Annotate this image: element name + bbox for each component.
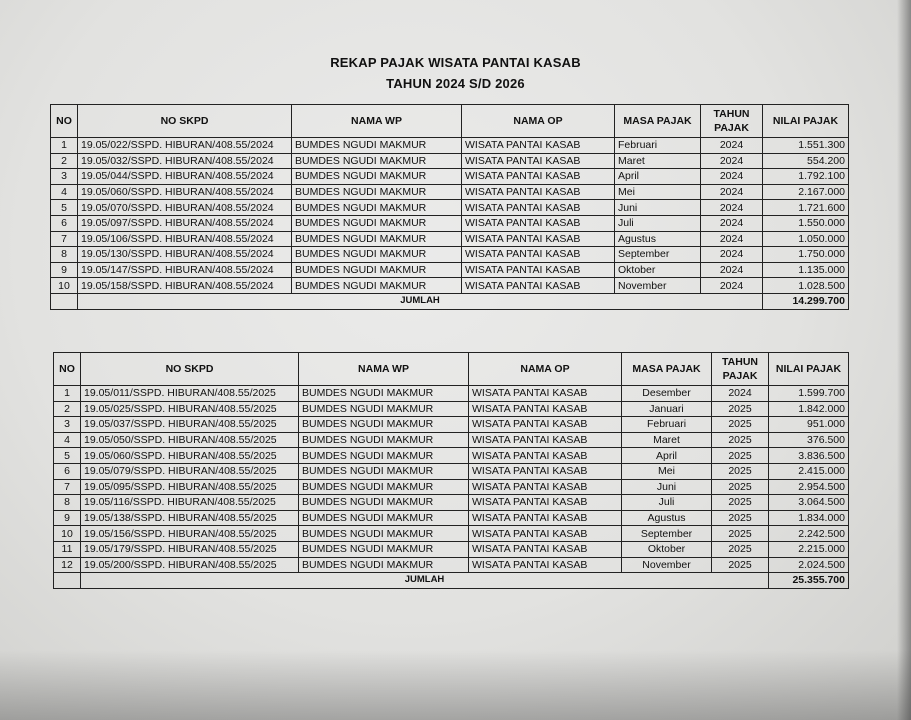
cell-tahun-pajak: 2025 — [712, 401, 769, 417]
cell-masa-pajak: Desember — [622, 386, 712, 402]
cell-no-skpd: 19.05/147/SSPD. HIBURAN/408.55/2024 — [78, 262, 292, 278]
cell-no: 8 — [51, 247, 78, 263]
cell-no: 11 — [54, 541, 81, 557]
cell-nama-op: WISATA PANTAI KASAB — [462, 200, 615, 216]
cell-tahun-pajak: 2024 — [701, 200, 763, 216]
cell-tahun-pajak: 2024 — [701, 184, 763, 200]
cell-no: 2 — [54, 401, 81, 417]
header-no: NO — [54, 353, 81, 386]
cell-no: 3 — [51, 169, 78, 185]
cell-masa-pajak: Juni — [622, 479, 712, 495]
cell-nama-wp: BUMDES NGUDI MAKMUR — [292, 200, 462, 216]
cell-masa-pajak: Mei — [615, 184, 701, 200]
cell-no: 8 — [54, 495, 81, 511]
total-row — [54, 573, 849, 589]
cell-no-skpd: 19.05/050/SSPD. HIBURAN/408.55/2025 — [81, 432, 299, 448]
cell-nilai-pajak: 3.836.500 — [769, 448, 849, 464]
header-tahun-line2: PAJAK — [722, 370, 758, 382]
cell-masa-pajak: Mei — [622, 463, 712, 479]
cell-tahun-pajak: 2025 — [712, 479, 769, 495]
cell-nilai-pajak: 1.599.700 — [769, 386, 849, 402]
cell-nama-wp: BUMDES NGUDI MAKMUR — [299, 557, 469, 573]
header-nama-op: NAMA OP — [462, 105, 615, 138]
cell-nama-wp: BUMDES NGUDI MAKMUR — [299, 448, 469, 464]
cell-masa-pajak: November — [622, 557, 712, 573]
cell-nilai-pajak: 1.842.000 — [769, 401, 849, 417]
total-label: JUMLAH — [81, 573, 769, 589]
table-row — [54, 463, 849, 479]
cell-no-skpd: 19.05/130/SSPD. HIBURAN/408.55/2024 — [78, 247, 292, 263]
cell-tahun-pajak: 2024 — [701, 262, 763, 278]
cell-nama-wp: BUMDES NGUDI MAKMUR — [299, 401, 469, 417]
cell-tahun-pajak: 2025 — [712, 463, 769, 479]
header-masa-pajak: MASA PAJAK — [615, 105, 701, 138]
total-label: JUMLAH — [78, 293, 763, 309]
cell-no: 2 — [51, 153, 78, 169]
cell-nama-wp: BUMDES NGUDI MAKMUR — [292, 184, 462, 200]
cell-nilai-pajak: 1.551.300 — [763, 138, 849, 154]
cell-nama-op: WISATA PANTAI KASAB — [469, 541, 622, 557]
header-nilai-pajak: NILAI PAJAK — [769, 353, 849, 386]
table-row — [51, 169, 849, 185]
cell-nama-op: WISATA PANTAI KASAB — [462, 153, 615, 169]
table-row — [51, 231, 849, 247]
cell-nama-op: WISATA PANTAI KASAB — [462, 184, 615, 200]
cell-nama-op: WISATA PANTAI KASAB — [462, 247, 615, 263]
cell-no: 1 — [51, 138, 78, 154]
cell-masa-pajak: Oktober — [615, 262, 701, 278]
header-tahun-pajak — [712, 353, 769, 386]
cell-no: 5 — [54, 448, 81, 464]
cell-no-skpd: 19.05/070/SSPD. HIBURAN/408.55/2024 — [78, 200, 292, 216]
cell-nama-op: WISATA PANTAI KASAB — [469, 526, 622, 542]
cell-no: 6 — [54, 463, 81, 479]
cell-tahun-pajak: 2025 — [712, 541, 769, 557]
table-row — [51, 278, 849, 294]
cell-no: 6 — [51, 215, 78, 231]
table-row — [54, 557, 849, 573]
cell-nilai-pajak: 2.024.500 — [769, 557, 849, 573]
table-row — [51, 200, 849, 216]
cell-masa-pajak: Februari — [615, 138, 701, 154]
cell-masa-pajak: Oktober — [622, 541, 712, 557]
total-value: 14.299.700 — [763, 293, 849, 309]
cell-tahun-pajak: 2024 — [701, 138, 763, 154]
cell-no: 4 — [54, 432, 81, 448]
cell-no-skpd: 19.05/079/SSPD. HIBURAN/408.55/2025 — [81, 463, 299, 479]
table-row — [54, 510, 849, 526]
cell-no-skpd: 19.05/156/SSPD. HIBURAN/408.55/2025 — [81, 526, 299, 542]
total-value: 25.355.700 — [769, 573, 849, 589]
cell-no-skpd: 19.05/011/SSPD. HIBURAN/408.55/2025 — [81, 386, 299, 402]
cell-nama-wp: BUMDES NGUDI MAKMUR — [292, 231, 462, 247]
cell-nama-wp: BUMDES NGUDI MAKMUR — [292, 138, 462, 154]
cell-nama-op: WISATA PANTAI KASAB — [462, 169, 615, 185]
cell-nilai-pajak: 376.500 — [769, 432, 849, 448]
cell-no: 12 — [54, 557, 81, 573]
table-body — [51, 138, 849, 294]
header-nilai-pajak: NILAI PAJAK — [763, 105, 849, 138]
cell-masa-pajak: Juni — [615, 200, 701, 216]
cell-nama-op: WISATA PANTAI KASAB — [462, 215, 615, 231]
cell-masa-pajak: Maret — [615, 153, 701, 169]
cell-nama-wp: BUMDES NGUDI MAKMUR — [299, 479, 469, 495]
cell-no-skpd: 19.05/060/SSPD. HIBURAN/408.55/2024 — [78, 184, 292, 200]
cell-no: 5 — [51, 200, 78, 216]
cell-nama-wp: BUMDES NGUDI MAKMUR — [292, 215, 462, 231]
cell-masa-pajak: Juli — [615, 215, 701, 231]
header-tahun-line1: TAHUN — [713, 108, 750, 120]
cell-nama-op: WISATA PANTAI KASAB — [469, 448, 622, 464]
cell-no-skpd: 19.05/037/SSPD. HIBURAN/408.55/2025 — [81, 417, 299, 433]
cell-no: 7 — [51, 231, 78, 247]
cell-nilai-pajak: 3.064.500 — [769, 495, 849, 511]
cell-tahun-pajak: 2025 — [712, 417, 769, 433]
cell-tahun-pajak: 2024 — [701, 169, 763, 185]
cell-nama-op: WISATA PANTAI KASAB — [469, 432, 622, 448]
table-header-row — [51, 105, 849, 138]
cell-no: 3 — [54, 417, 81, 433]
cell-tahun-pajak: 2024 — [701, 231, 763, 247]
cell-nilai-pajak: 2.954.500 — [769, 479, 849, 495]
table-row — [54, 479, 849, 495]
cell-tahun-pajak: 2025 — [712, 510, 769, 526]
cell-tahun-pajak: 2025 — [712, 448, 769, 464]
table-row — [54, 386, 849, 402]
cell-no-skpd: 19.05/095/SSPD. HIBURAN/408.55/2025 — [81, 479, 299, 495]
cell-tahun-pajak: 2025 — [712, 495, 769, 511]
cell-nama-wp: BUMDES NGUDI MAKMUR — [292, 262, 462, 278]
cell-tahun-pajak: 2024 — [701, 215, 763, 231]
document-title: REKAP PAJAK WISATA PANTAI KASAB — [330, 55, 581, 70]
cell-no-skpd: 19.05/022/SSPD. HIBURAN/408.55/2024 — [78, 138, 292, 154]
cell-masa-pajak: Juli — [622, 495, 712, 511]
cell-nama-wp: BUMDES NGUDI MAKMUR — [299, 432, 469, 448]
cell-nama-wp: BUMDES NGUDI MAKMUR — [299, 463, 469, 479]
table-row — [54, 417, 849, 433]
document-subtitle: TAHUN 2024 S/D 2026 — [386, 76, 525, 91]
cell-nilai-pajak: 1.792.100 — [763, 169, 849, 185]
cell-nama-wp: BUMDES NGUDI MAKMUR — [299, 495, 469, 511]
header-tahun-line1: TAHUN — [722, 356, 758, 368]
table-header-row — [54, 353, 849, 386]
table-row — [51, 153, 849, 169]
total-blank — [51, 293, 78, 309]
cell-masa-pajak: April — [622, 448, 712, 464]
cell-no-skpd: 19.05/179/SSPD. HIBURAN/408.55/2025 — [81, 541, 299, 557]
cell-tahun-pajak: 2024 — [701, 278, 763, 294]
tax-table-2025 — [53, 352, 849, 589]
cell-nama-op: WISATA PANTAI KASAB — [469, 557, 622, 573]
cell-nama-wp: BUMDES NGUDI MAKMUR — [299, 510, 469, 526]
table-row — [54, 541, 849, 557]
cell-nama-op: WISATA PANTAI KASAB — [469, 417, 622, 433]
cell-no: 4 — [51, 184, 78, 200]
cell-nilai-pajak: 951.000 — [769, 417, 849, 433]
table-row — [51, 215, 849, 231]
header-no: NO — [51, 105, 78, 138]
header-masa-pajak: MASA PAJAK — [622, 353, 712, 386]
cell-nama-op: WISATA PANTAI KASAB — [469, 510, 622, 526]
cell-no-skpd: 19.05/025/SSPD. HIBURAN/408.55/2025 — [81, 401, 299, 417]
cell-no: 10 — [54, 526, 81, 542]
cell-nama-op: WISATA PANTAI KASAB — [469, 386, 622, 402]
cell-tahun-pajak: 2024 — [701, 247, 763, 263]
cell-nama-wp: BUMDES NGUDI MAKMUR — [299, 417, 469, 433]
page-edge-shadow-right — [897, 0, 911, 720]
cell-no: 9 — [54, 510, 81, 526]
cell-nilai-pajak: 1.028.500 — [763, 278, 849, 294]
cell-no: 10 — [51, 278, 78, 294]
cell-nama-op: WISATA PANTAI KASAB — [462, 278, 615, 294]
cell-nilai-pajak: 554.200 — [763, 153, 849, 169]
cell-tahun-pajak: 2025 — [712, 526, 769, 542]
cell-nama-op: WISATA PANTAI KASAB — [469, 495, 622, 511]
cell-masa-pajak: Januari — [622, 401, 712, 417]
tax-table-2024 — [50, 104, 849, 310]
cell-nama-op: WISATA PANTAI KASAB — [462, 138, 615, 154]
cell-no-skpd: 19.05/044/SSPD. HIBURAN/408.55/2024 — [78, 169, 292, 185]
cell-nilai-pajak: 1.135.000 — [763, 262, 849, 278]
cell-no: 9 — [51, 262, 78, 278]
cell-no: 7 — [54, 479, 81, 495]
cell-nilai-pajak: 1.750.000 — [763, 247, 849, 263]
cell-nilai-pajak: 1.834.000 — [769, 510, 849, 526]
cell-nilai-pajak: 1.050.000 — [763, 231, 849, 247]
header-no-skpd: NO SKPD — [78, 105, 292, 138]
table-row — [54, 448, 849, 464]
table-row — [54, 401, 849, 417]
header-nama-wp: NAMA WP — [292, 105, 462, 138]
cell-tahun-pajak: 2025 — [712, 557, 769, 573]
cell-nilai-pajak: 2.167.000 — [763, 184, 849, 200]
cell-masa-pajak: November — [615, 278, 701, 294]
cell-no-skpd: 19.05/158/SSPD. HIBURAN/408.55/2024 — [78, 278, 292, 294]
cell-masa-pajak: September — [615, 247, 701, 263]
cell-masa-pajak: September — [622, 526, 712, 542]
header-nama-op: NAMA OP — [469, 353, 622, 386]
page-edge-shadow-bottom — [0, 650, 911, 720]
cell-tahun-pajak: 2025 — [712, 432, 769, 448]
total-row — [51, 293, 849, 309]
table-row — [54, 432, 849, 448]
table-row — [54, 526, 849, 542]
cell-nama-op: WISATA PANTAI KASAB — [462, 231, 615, 247]
total-blank — [54, 573, 81, 589]
table-row — [51, 262, 849, 278]
cell-tahun-pajak: 2024 — [712, 386, 769, 402]
header-no-skpd: NO SKPD — [81, 353, 299, 386]
cell-no-skpd: 19.05/138/SSPD. HIBURAN/408.55/2025 — [81, 510, 299, 526]
header-tahun-line2: PAJAK — [714, 122, 749, 134]
cell-no-skpd: 19.05/200/SSPD. HIBURAN/408.55/2025 — [81, 557, 299, 573]
cell-nilai-pajak: 1.550.000 — [763, 215, 849, 231]
cell-masa-pajak: April — [615, 169, 701, 185]
cell-nama-op: WISATA PANTAI KASAB — [469, 401, 622, 417]
cell-nilai-pajak: 2.242.500 — [769, 526, 849, 542]
cell-masa-pajak: Maret — [622, 432, 712, 448]
cell-no: 1 — [54, 386, 81, 402]
cell-masa-pajak: Februari — [622, 417, 712, 433]
header-nama-wp: NAMA WP — [299, 353, 469, 386]
cell-nama-wp: BUMDES NGUDI MAKMUR — [292, 153, 462, 169]
cell-nama-op: WISATA PANTAI KASAB — [469, 479, 622, 495]
table-row — [51, 184, 849, 200]
cell-nama-wp: BUMDES NGUDI MAKMUR — [292, 278, 462, 294]
cell-nilai-pajak: 1.721.600 — [763, 200, 849, 216]
cell-tahun-pajak: 2024 — [701, 153, 763, 169]
cell-nama-wp: BUMDES NGUDI MAKMUR — [299, 526, 469, 542]
cell-no-skpd: 19.05/116/SSPD. HIBURAN/408.55/2025 — [81, 495, 299, 511]
cell-nama-wp: BUMDES NGUDI MAKMUR — [292, 247, 462, 263]
cell-nama-wp: BUMDES NGUDI MAKMUR — [292, 169, 462, 185]
table-row — [51, 138, 849, 154]
cell-nama-op: WISATA PANTAI KASAB — [469, 463, 622, 479]
table-body — [54, 386, 849, 573]
cell-nilai-pajak: 2.415.000 — [769, 463, 849, 479]
cell-no-skpd: 19.05/032/SSPD. HIBURAN/408.55/2024 — [78, 153, 292, 169]
cell-nama-wp: BUMDES NGUDI MAKMUR — [299, 541, 469, 557]
cell-masa-pajak: Agustus — [622, 510, 712, 526]
cell-no-skpd: 19.05/106/SSPD. HIBURAN/408.55/2024 — [78, 231, 292, 247]
cell-no-skpd: 19.05/097/SSPD. HIBURAN/408.55/2024 — [78, 215, 292, 231]
cell-nilai-pajak: 2.215.000 — [769, 541, 849, 557]
table-row — [54, 495, 849, 511]
table-row — [51, 247, 849, 263]
cell-masa-pajak: Agustus — [615, 231, 701, 247]
cell-nama-wp: BUMDES NGUDI MAKMUR — [299, 386, 469, 402]
cell-no-skpd: 19.05/060/SSPD. HIBURAN/408.55/2025 — [81, 448, 299, 464]
header-tahun-pajak — [701, 105, 763, 138]
cell-nama-op: WISATA PANTAI KASAB — [462, 262, 615, 278]
